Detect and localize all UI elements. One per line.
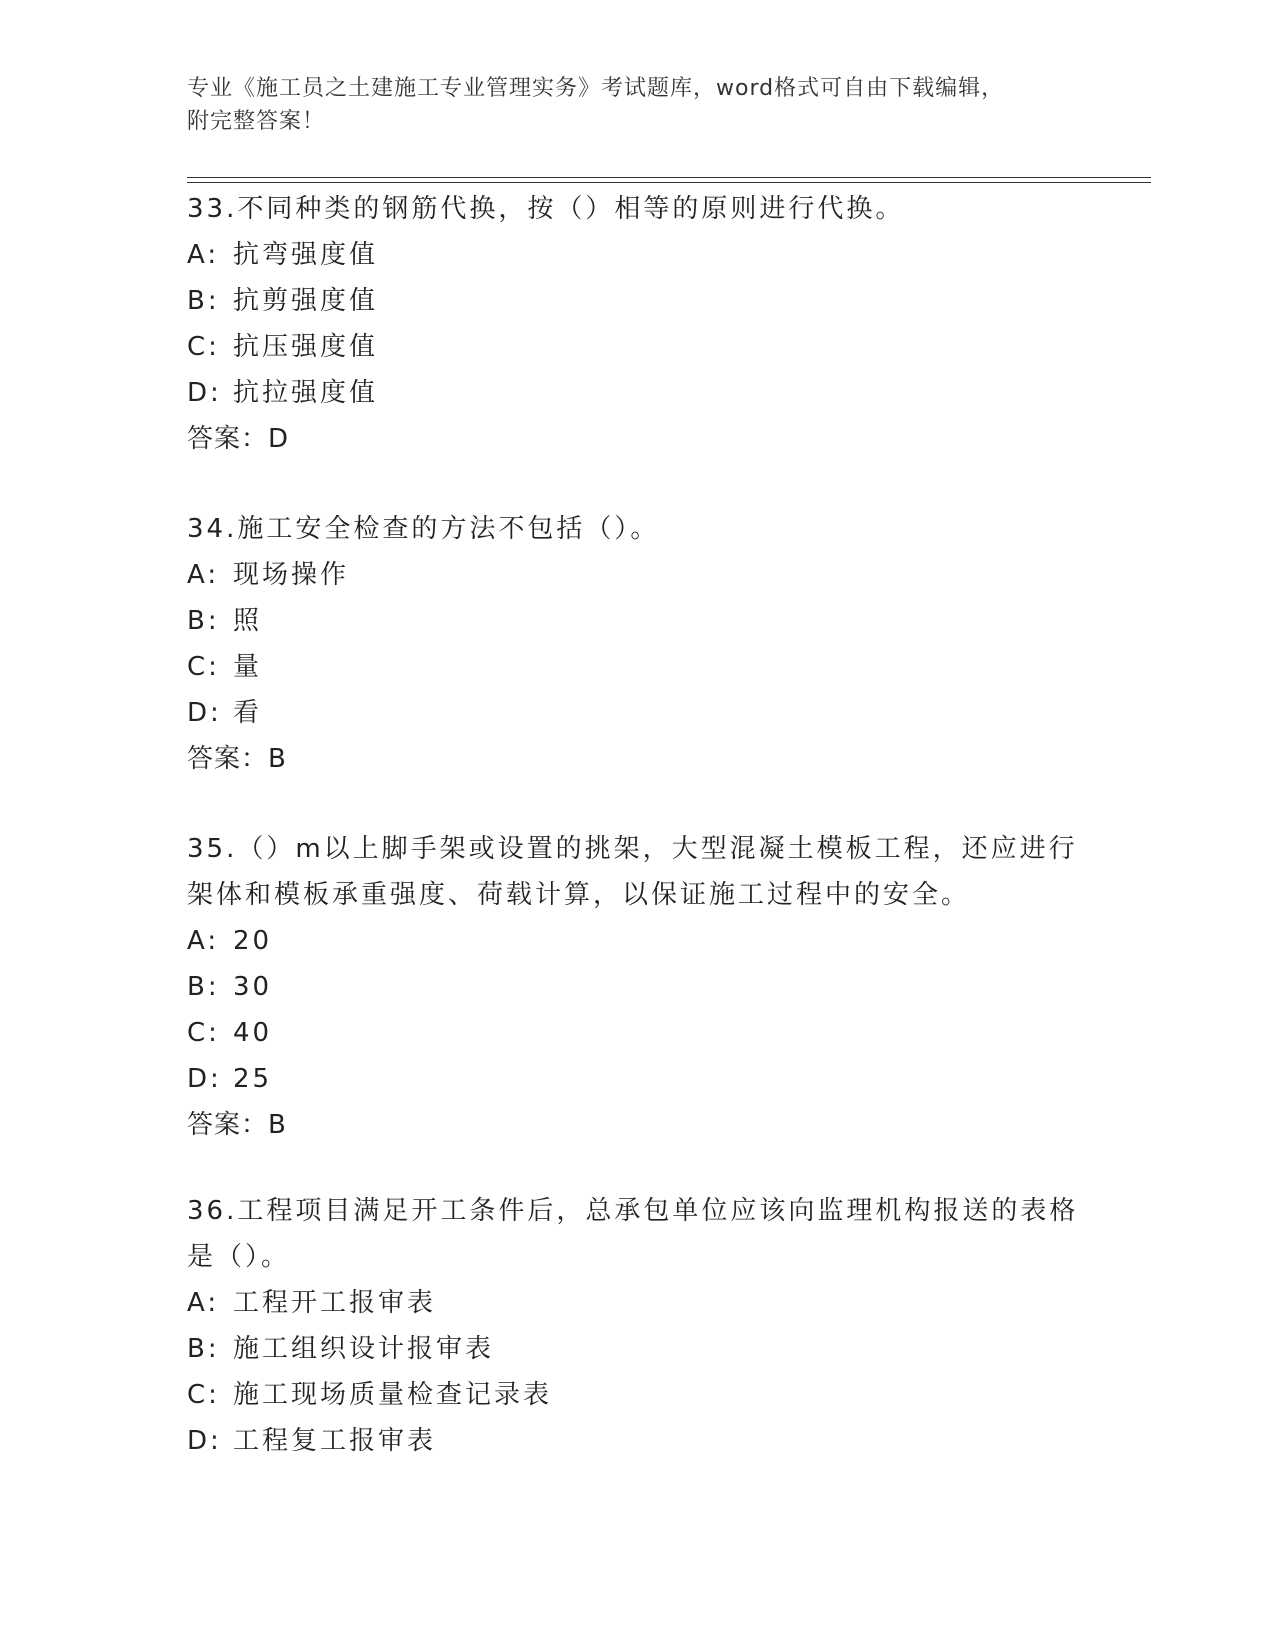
option-text: 抗剪强度值 <box>233 286 379 316</box>
document-header <box>187 72 1087 138</box>
question-stem: 36.工程项目满足开工条件后，总承包单位应该向监理机构报送的表格 <box>187 1196 1079 1226</box>
option-d <box>187 370 1087 416</box>
option-letter: D: <box>187 1064 222 1094</box>
question-33 <box>187 186 1087 462</box>
option-b <box>187 278 1087 324</box>
option-text: 现场操作 <box>233 560 350 590</box>
question-stem: 35.（）m以上脚手架或设置的挑架，大型混凝土模板工程，还应进行 <box>187 834 1078 864</box>
option-letter: C: <box>187 332 220 362</box>
option-letter: B: <box>187 972 220 1002</box>
option-text: 抗压强度值 <box>233 332 379 362</box>
option-text: 25 <box>233 1064 273 1094</box>
option-d <box>187 690 1087 736</box>
question-stem: 34.施工安全检查的方法不包括（）。 <box>187 514 660 544</box>
option-letter: B: <box>187 1334 220 1364</box>
header-line-1: 专业《施工员之土建施工专业管理实务》考试题库，word格式可自由下载编辑， <box>187 76 1005 101</box>
option-a <box>187 232 1087 278</box>
option-letter: A: <box>187 560 220 590</box>
answer-line: 答案：B <box>187 744 287 774</box>
option-b <box>187 598 1087 644</box>
option-c <box>187 1010 1087 1056</box>
option-letter: B: <box>187 606 220 636</box>
option-text: 30 <box>233 972 273 1002</box>
option-d <box>187 1056 1087 1102</box>
option-letter: A: <box>187 926 220 956</box>
option-letter: D: <box>187 378 222 408</box>
option-text: 20 <box>233 926 273 956</box>
answer-line: 答案：D <box>187 424 290 454</box>
question-stem: 33.不同种类的钢筋代换，按（）相等的原则进行代换。 <box>187 194 905 224</box>
option-letter: D: <box>187 698 222 728</box>
option-letter: A: <box>187 240 220 270</box>
option-a <box>187 918 1087 964</box>
option-c <box>187 644 1087 690</box>
option-letter: C: <box>187 1380 220 1410</box>
option-text: 抗拉强度值 <box>233 378 379 408</box>
option-c <box>187 1372 1087 1418</box>
option-text: 施工组织设计报审表 <box>233 1334 495 1364</box>
option-text: 量 <box>233 652 263 682</box>
option-letter: A: <box>187 1288 220 1318</box>
option-text: 照 <box>233 606 263 636</box>
option-c <box>187 324 1087 370</box>
option-text: 施工现场质量检查记录表 <box>233 1380 553 1410</box>
header-divider-bottom <box>187 182 1151 183</box>
option-a <box>187 552 1087 598</box>
question-34 <box>187 506 1087 782</box>
header-line-2: 附完整答案！ <box>187 109 326 134</box>
option-a <box>187 1280 1087 1326</box>
option-letter: D: <box>187 1426 222 1456</box>
question-stem-continued: 架体和模板承重强度、荷载计算，以保证施工过程中的安全。 <box>187 880 971 910</box>
option-text: 抗弯强度值 <box>233 240 379 270</box>
option-text: 40 <box>233 1018 273 1048</box>
option-letter: C: <box>187 1018 220 1048</box>
option-letter: C: <box>187 652 220 682</box>
option-b <box>187 1326 1087 1372</box>
option-letter: B: <box>187 286 220 316</box>
option-text: 看 <box>233 698 263 728</box>
header-divider-top <box>187 177 1151 178</box>
option-text: 工程开工报审表 <box>233 1288 437 1318</box>
option-b <box>187 964 1087 1010</box>
question-stem-continued: 是（）。 <box>187 1242 291 1272</box>
answer-line: 答案：B <box>187 1110 287 1140</box>
option-text: 工程复工报审表 <box>233 1426 437 1456</box>
question-36 <box>187 1188 1087 1464</box>
question-35 <box>187 826 1087 1148</box>
option-d <box>187 1418 1087 1464</box>
